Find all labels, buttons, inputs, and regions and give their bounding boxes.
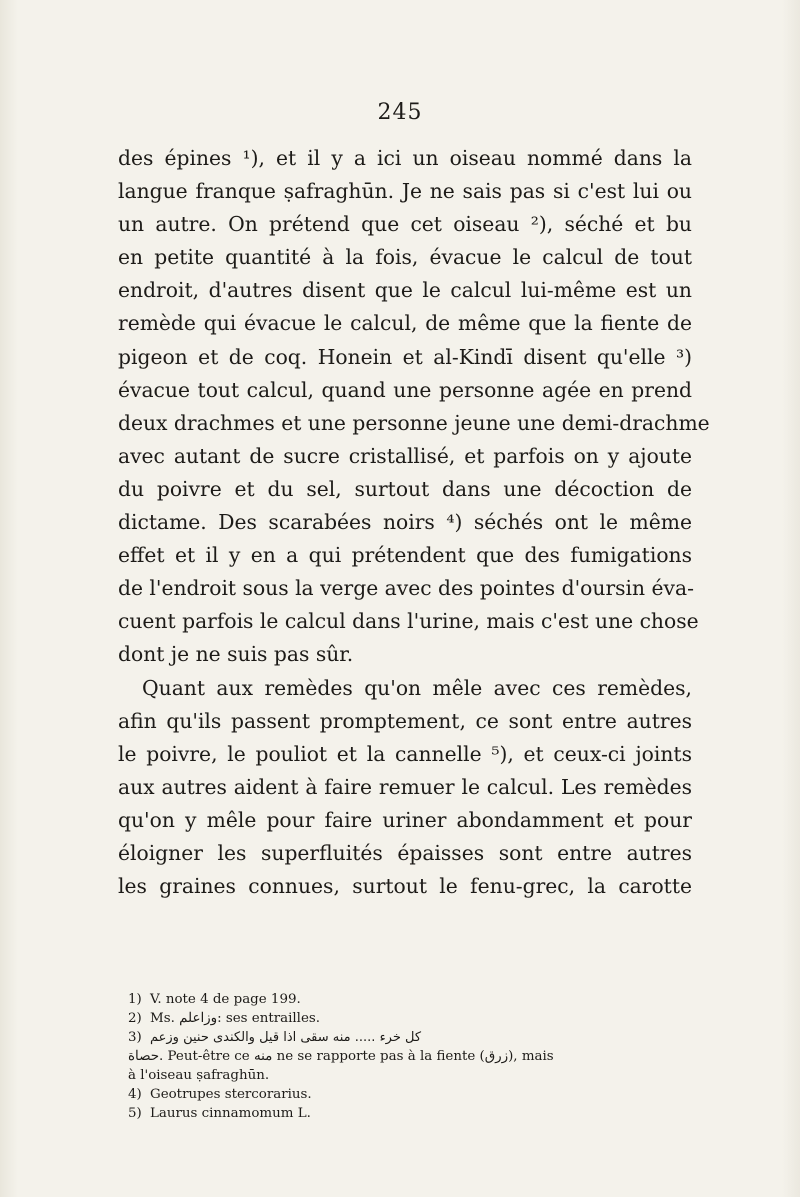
body-line: qu'on y mêle pour faire uriner abondamment et pour: [118, 807, 692, 832]
footnotes: [128, 990, 690, 1123]
body-line: effet et il y en a qui prétendent que des fumigations: [118, 543, 692, 568]
body-line: cuent parfois le calcul dans l'urine, mais c'est une chose: [118, 609, 699, 634]
body-line: dont je ne suis pas sûr.: [118, 642, 354, 667]
footnote-3-continuation: ‏ﺣﺼﺎﺓ‎. Peut-être ce ‏ﻣﻨﻪ‎ ne se rapporte pas à la fiente (‏ﺯﺭﻕ‎), mais: [128, 1049, 554, 1064]
body-line: aux autres aident à faire remuer le calcul. Les remèdes: [118, 774, 692, 799]
footnote-2: 2) Ms. ‏وزاعلم‎: ses entrailles.: [128, 1011, 321, 1026]
body-line: remède qui évacue le calcul, de même que la fiente de: [118, 311, 692, 336]
body-line: deux drachmes et une personne jeune une demi-drachme: [118, 410, 710, 435]
body-line: afin qu'ils passent promptement, ce sont entre autres: [118, 708, 692, 733]
body-line-paragraph-start: Quant aux remèdes qu'on mêle avec ces remèdes,: [142, 675, 692, 700]
body-line: les graines connues, surtout le fenu-grec, la carotte: [118, 874, 692, 899]
body-line: en petite quantité à la fois, évacue le calcul de tout: [118, 245, 692, 270]
footnote-1: 1) V. note 4 de page 199.: [128, 992, 301, 1007]
body-line: avec autant de sucre cristallisé, et parfois on y ajoute: [118, 443, 692, 468]
body-line: pigeon et de coq. Honein et al-Kindī disent qu'elle ³): [118, 344, 692, 369]
body-line: un autre. On prétend que cet oiseau ²), séché et bu: [118, 212, 692, 237]
body-line: du poivre et du sel, surtout dans une décoction de: [118, 476, 692, 501]
footnote-4: 4) Geotrupes stercorarius.: [128, 1087, 312, 1102]
body-line: évacue tout calcul, quand une personne agée en prend: [118, 377, 692, 402]
body-line: des épines ¹), et il y a ici un oiseau nommé dans la: [118, 146, 692, 170]
footnote-5: 5) Laurus cinnamomum L.: [128, 1106, 311, 1121]
page-number: 245: [377, 100, 423, 125]
body-line: de l'endroit sous la verge avec des pointes d'oursin éva-: [118, 576, 694, 601]
body-line: langue franque ṣafraghūn. Je ne sais pas si c'est lui ou: [118, 179, 692, 204]
body-line: dictame. Des scarabées noirs ⁴) séchés ont le même: [118, 510, 692, 535]
body-text: [118, 142, 710, 903]
body-line: endroit, d'autres disent que le calcul lui-même est un: [118, 278, 692, 303]
body-line: le poivre, le pouliot et la cannelle ⁵), et ceux-ci joints: [118, 741, 692, 766]
footnote-3: 3) ‏ﻛﻞ ﺧﺮﺀ ..... ﻣﻨﻪ ﺳﻘﻰ ﺍﺫﺍ ﻗﻴﻞ ﻭﺍﻟﻜﻨﺪﻯ ﺣﻨﻴﻦ ﻭﺯﻋﻢ‎: [128, 1030, 422, 1045]
footnote-3-continuation: à l'oiseau ṣafraghūn.: [128, 1068, 270, 1083]
body-line: éloigner les superfluités épaisses sont entre autres: [118, 840, 692, 865]
